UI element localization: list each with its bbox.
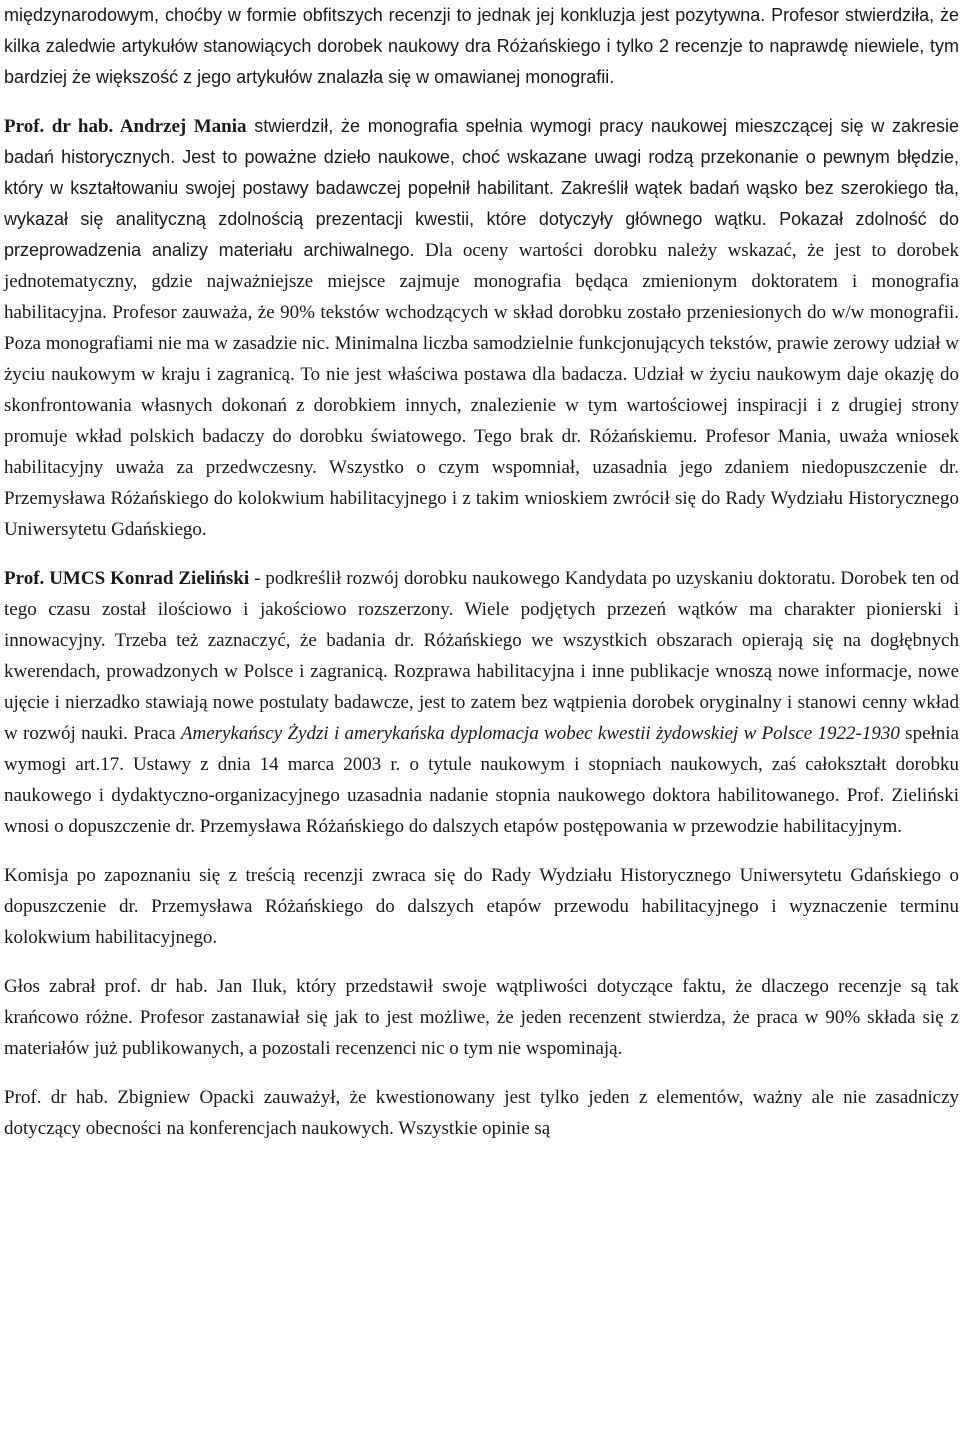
paragraph-review-mania bbox=[4, 111, 959, 545]
monograph-title: Amerykańscy Żydzi i amerykańska dyplomacja wobec kwestii żydowskiej w Polsce 1922-1930 bbox=[180, 723, 900, 744]
review-mania-part1: stwierdził, że monografia spełnia wymogi pracy naukowej mieszczącej się w zakresie badań historycznych. Jest to poważne dzieło naukowe, choć wskazane uwagi rodzą przekonanie o pewnym błędzie, który w kształtowaniu swojej postawy badawczej popełnił habilitant. Zakreślił wątek badań wąsko bez szerokiego tła, wykazał się analityczną zdolnością prezentacji kwestii, które dotyczyły głównego wątku. Pokazał zdolność do przeprowadzenia analizy materiału archiwalnego. bbox=[4, 116, 959, 260]
review-mania-part2: Dla oceny wartości dorobku należy wskazać, że jest to dorobek jednotematyczny, gdzie najważniejsze miejsce zajmuje monografia będąca zmienionym doktoratem i monografia habilitacyjna. Profesor zauważa, że 90% tekstów wchodzących w skład dorobku zostało przeniesionych do w/w monografii. Poza monografiami nie ma w zasadzie nic. Minimalna liczba samodzielnie funkcjonujących tekstów, prawie zerowy udział w życiu naukowym w kraju i zagranicą. To nie jest właściwa postawa dla badacza. Udział w życiu naukowym daje okazję do skonfrontowania własnych dokonań z dorobkiem innych, znalezienie w tym wartościowej inspiracji i z drugiej strony promuje wkład polskich badaczy do dorobku światowego. Tego brak dr. Różańskiemu. Profesor Mania, uważa wniosek habilitacyjny uważa za przedwczesny. Wszystko o czym wspomniał, uzasadnia jego zdaniem niedopuszczenie dr. Przemysława Różańskiego do kolokwium habilitacyjnego i z takim wnioskiem zwrócił się do Rady Wydziału Historycznego Uniwersytetu Gdańskiego. bbox=[4, 240, 959, 540]
reviewer-name-mania: Prof. dr hab. Andrzej Mania bbox=[4, 116, 247, 137]
paragraph-review-summary: międzynarodowym, choćby w formie obfitszych recenzji to jednak jej konkluzja jest pozytywna. Profesor stwierdziła, że kilka zaledwie artykułów stanowiących dorobek naukowy dra Różańskiego i tylko 2 recenzje to naprawdę niewiele, tym bardziej że większość z jego artykułów znalazła się w omawianej monografii. bbox=[4, 5, 959, 87]
paragraph-iluk-comment: Głos zabrał prof. dr hab. Jan Iluk, który przedstawił swoje wątpliwości dotyczące faktu, że dlaczego recenzje są tak krańcowo różne. Profesor zastanawiał się jak to jest możliwe, że jeden recenzent stwierdza, że praca w 90% składa się z materiałów już publikowanych, a pozostali recenzenci nic o tym nie wspominają. bbox=[4, 976, 959, 1059]
review-zielinski-part1: - podkreślił rozwój dorobku naukowego Kandydata po uzyskaniu doktoratu. Dorobek ten od tego czasu został ilościowo i jakościowo rozszerzony. Wiele podjętych przezeń wątków ma charakter pionierski i innowacyjny. Trzeba też zaznaczyć, że badania dr. Różańskiego we wszystkich obszarach opierają się na dogłębnych kwerendach, prowadzonych w Polsce i zagranicą. Rozprawa habilitacyjna i inne publikacje wnoszą nowe informacje, nowe ujęcie i nierzadko stawiają nowe postulaty badawcze, jest to zatem bez wątpienia dorobek oryginalny i stanowi cenny wkład w rozwój nauki. Praca bbox=[4, 568, 960, 744]
review-zielinski-part2: spełnia wymogi art.17. Ustawy z dnia 14 marca 2003 r. o tytule naukowym i stopniach naukowych, zaś całokształt dorobku naukowego i dydaktyczno-organizacyjnego uzasadnia nadanie stopnia naukowego doktora habilitowanego. Prof. Zieliński wnosi o dopuszczenie dr. Przemysława Różańskiego do dalszych etapów postępowania w przewodzie habilitacyjnym. bbox=[4, 723, 959, 837]
paragraph-review-zielinski bbox=[4, 563, 959, 842]
reviewer-name-zielinski: Prof. UMCS Konrad Zieliński bbox=[4, 568, 250, 589]
paragraph-commission-decision: Komisja po zapoznaniu się z treścią recenzji zwraca się do Rady Wydziału Historycznego Uniwersytetu Gdańskiego o dopuszczenie dr. Przemysława Różańskiego do dalszych etapów przewodu habilitacyjnego i wyznaczenie terminu kolokwium habilitacyjnego. bbox=[4, 865, 959, 948]
paragraph-opacki-comment: Prof. dr hab. Zbigniew Opacki zauważył, że kwestionowany jest tylko jeden z elementów, ważny ale nie zasadniczy dotyczący obecności na konferencjach naukowych. Wszystkie opinie są bbox=[4, 1087, 959, 1139]
